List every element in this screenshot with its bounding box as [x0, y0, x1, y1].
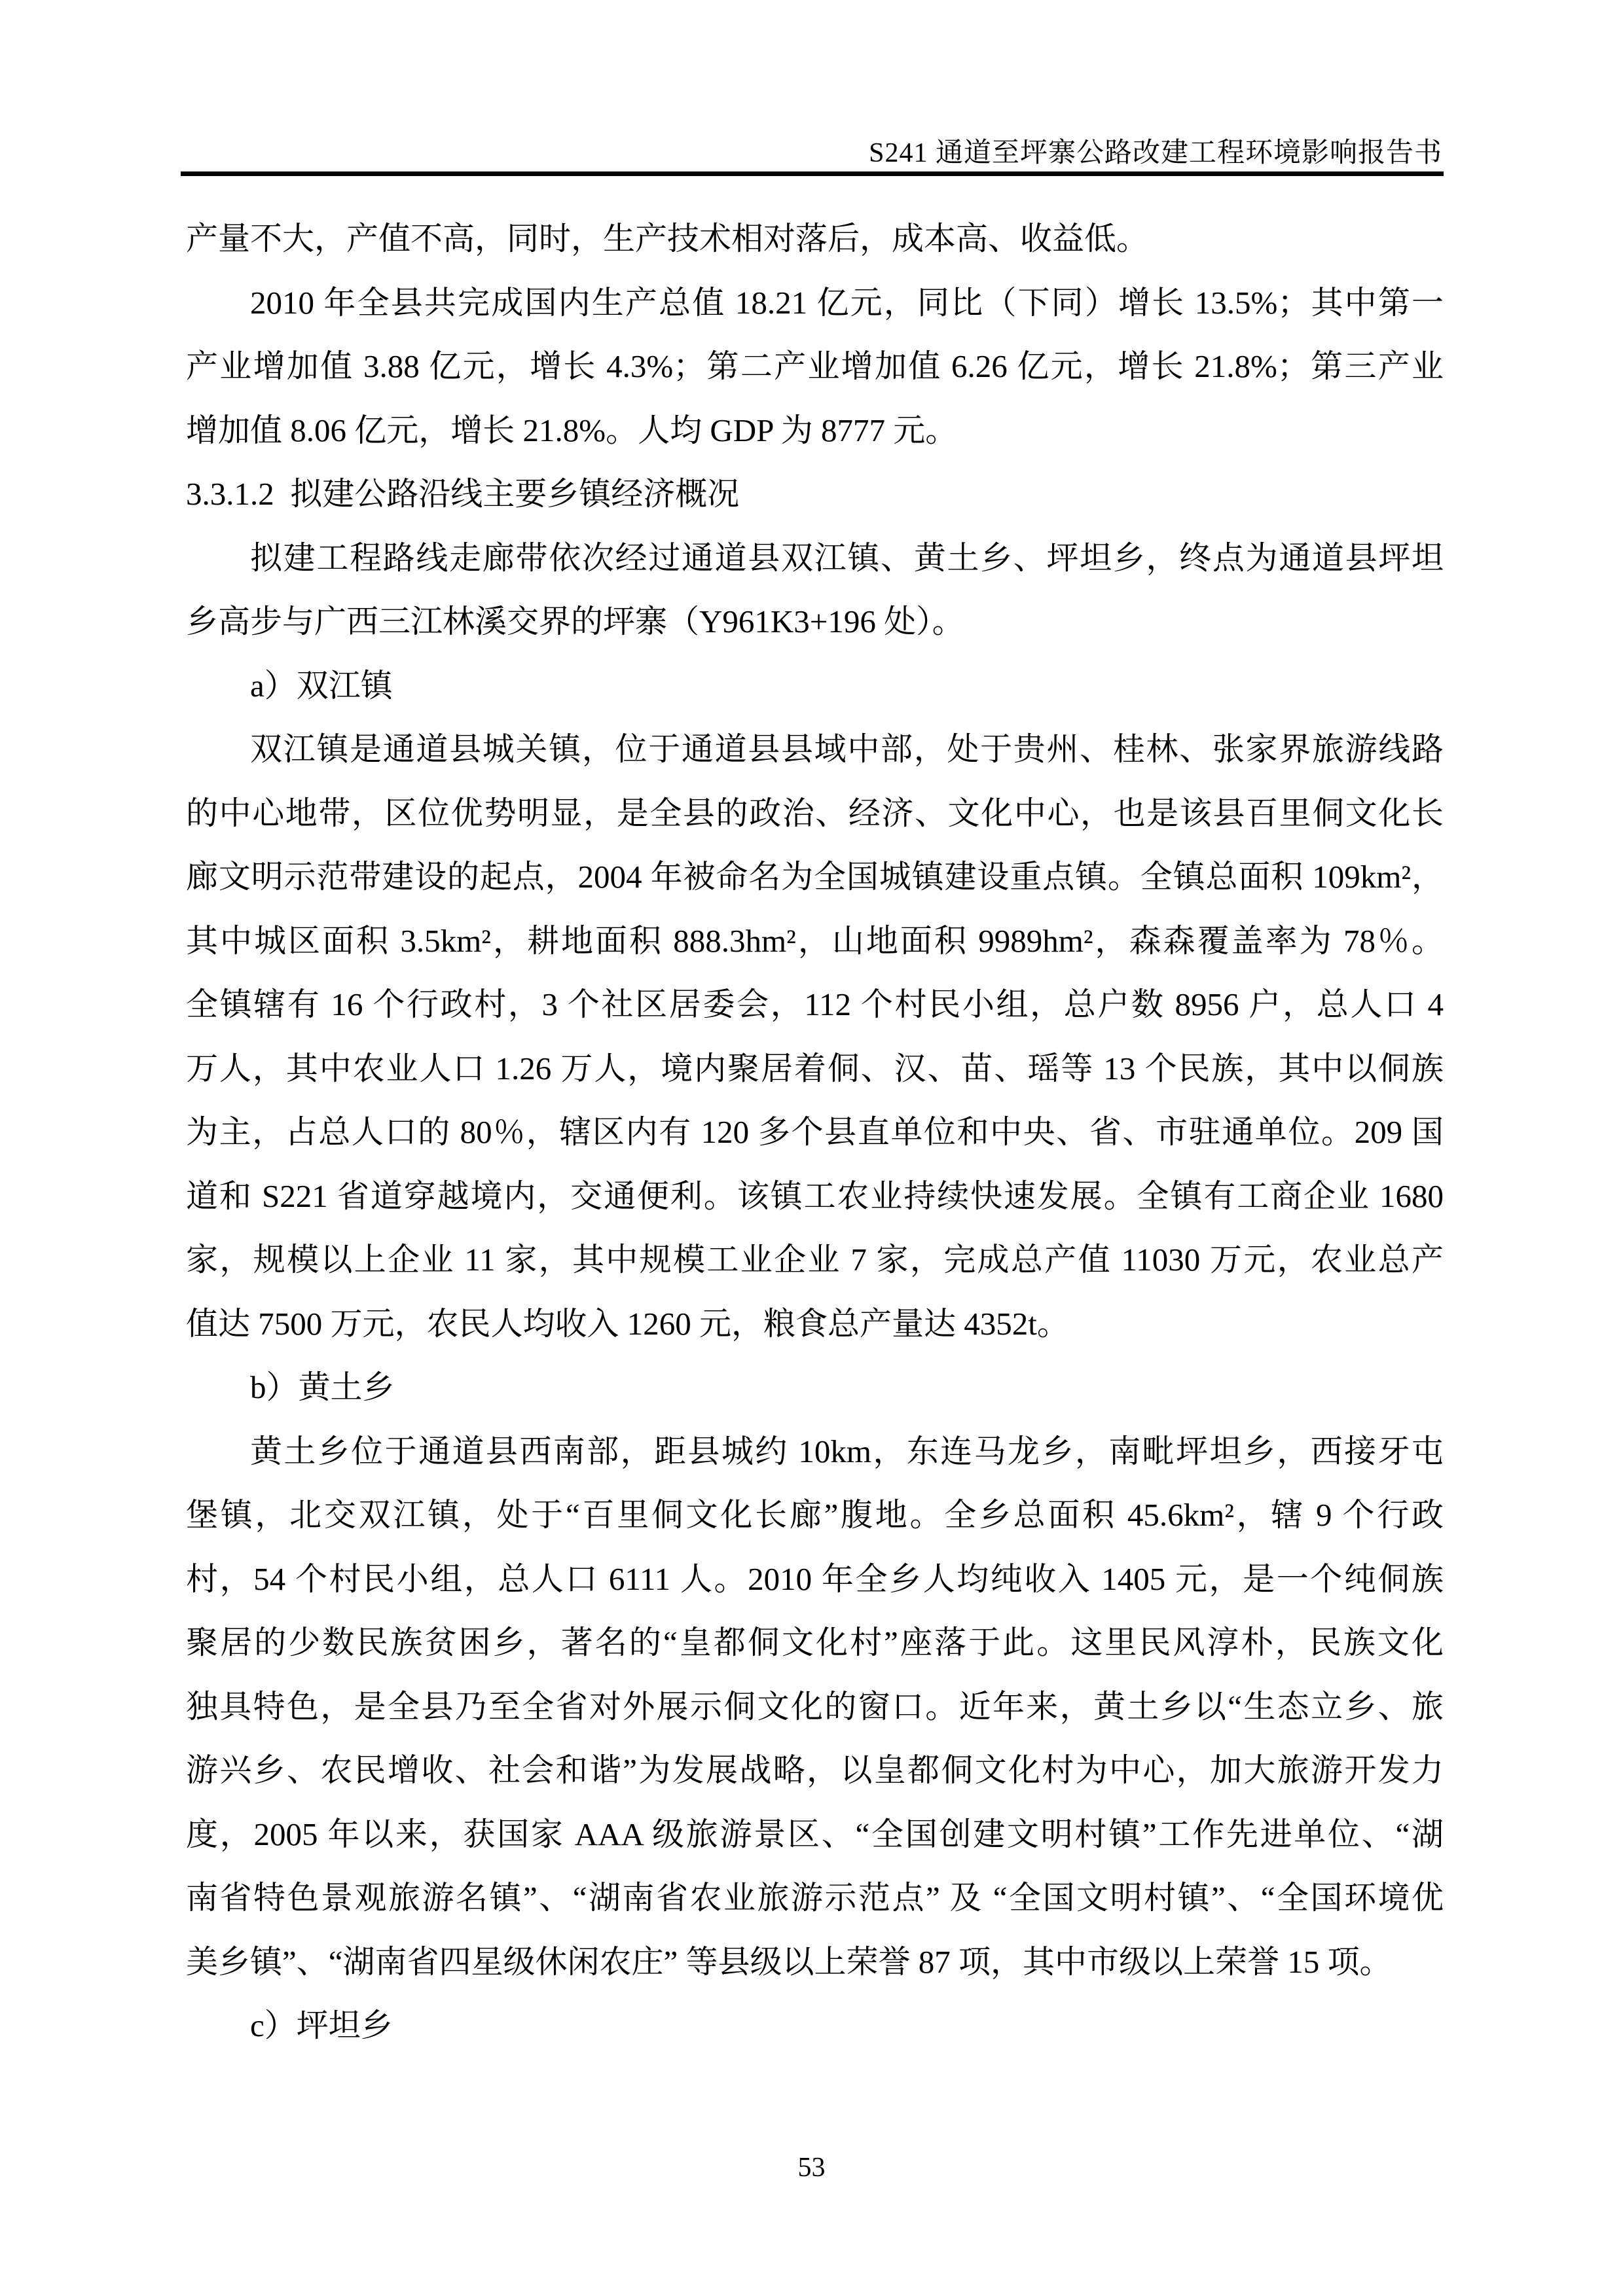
text-line: 道和 S221 省道穿越境内，交通便利。该镇工农业持续快速发展。全镇有工商企业 1680: [186, 1177, 1444, 1214]
text-line: 游兴乡、农民增收、社会和谐”为发展战略，以皇都侗文化村为中心，加大旅游开发力: [186, 1752, 1444, 1788]
subsection-heading: a）双江镇: [250, 667, 393, 704]
text-line: 村，54 个村民小组，总人口 6111 人。2010 年全乡人均纯收入 1405 元，是一个纯侗族: [186, 1560, 1444, 1597]
text-line: 廊文明示范带建设的起点，2004 年被命名为全国城镇建设重点镇。全镇总面积 109km²，: [186, 859, 1444, 895]
text-line: 乡高步与广西三江林溪交界的坪寨（Y961K3+196 处）。: [186, 603, 964, 639]
page-header-title: S241 通道至坪寨公路改建工程环境影响报告书: [869, 138, 1442, 168]
text-line: 双江镇是通道县城关镇，位于通道县县域中部，处于贵州、桂林、张家界旅游线路: [250, 731, 1444, 767]
document-body: [186, 207, 1444, 2058]
text-line: 产业增加值 3.88 亿元，增长 4.3%；第二产业增加值 6.26 亿元，增长 21.8%；第三产业: [186, 348, 1444, 384]
text-line: 2010 年全县共完成国内生产总值 18.21 亿元，同比（下同）增长 13.5%；其中第一: [250, 284, 1444, 321]
text-line: 增加值 8.06 亿元，增长 21.8%。人均 GDP 为 8777 元。: [186, 412, 958, 448]
text-line: 拟建工程路线走廊带依次经过通道县双江镇、黄土乡、坪坦乡，终点为通道县坪坦: [250, 539, 1444, 576]
text-line: 全镇辖有 16 个行政村，3 个社区居委会，112 个村民小组，总户数 8956 户，总人口 4: [186, 986, 1444, 1022]
text-line: 度，2005 年以来，获国家 AAA 级旅游景区、“全国创建文明村镇”工作先进单位、“湖: [186, 1816, 1444, 1852]
text-line: 万人，其中农业人口 1.26 万人，境内聚居着侗、汉、苗、瑶等 13 个民族，其中以侗族: [186, 1050, 1444, 1086]
text-line: 产量不大，产值不高，同时，生产技术相对落后，成本高、收益低。: [186, 221, 1149, 257]
text-line: 聚居的少数民族贫困乡，著名的“皇都侗文化村”座落于此。这里民风淳朴，民族文化: [186, 1624, 1444, 1660]
subsection-heading: c）坪坦乡: [250, 2007, 393, 2043]
subsection-heading: b）黄土乡: [250, 1369, 395, 1405]
section-heading: 3.3.1.2 拟建公路沿线主要乡镇经济概况: [186, 476, 740, 512]
text-line: 其中城区面积 3.5km²，耕地面积 888.3hm²，山地面积 9989hm²，森森覆盖率为 78％。: [186, 922, 1444, 959]
text-line: 堡镇，北交双江镇，处于“百里侗文化长廊”腹地。全乡总面积 45.6km²，辖 9 个行政: [186, 1497, 1444, 1533]
text-line: 黄土乡位于通道县西南部，距县城约 10km，东连马龙乡，南毗坪坦乡，西接牙屯: [250, 1433, 1444, 1469]
text-line: 的中心地带，区位优势明显，是全县的政治、经济、文化中心，也是该县百里侗文化长: [186, 795, 1444, 831]
text-line: 值达 7500 万元，农民人均收入 1260 元，粮食总产量达 4352t。: [186, 1305, 1069, 1342]
text-line: 家，规模以上企业 11 家，其中规模工业企业 7 家，完成总产值 11030 万元，农业总产: [186, 1242, 1444, 1278]
text-line: 独具特色，是全县乃至全省对外展示侗文化的窗口。近年来，黄土乡以“生态立乡、旅: [186, 1688, 1444, 1725]
header-rule: [181, 171, 1444, 176]
text-line: 美乡镇”、“湖南省四星级休闲农庄” 等县级以上荣誉 87 项，其中市级以上荣誉 15 项。: [186, 1943, 1392, 1980]
text-line: 南省特色景观旅游名镇”、“湖南省农业旅游示范点” 及 “全国文明村镇”、“全国环境优: [186, 1880, 1444, 1916]
page-number: 53: [797, 2153, 826, 2183]
text-line: 为主，占总人口的 80％，辖区内有 120 多个县直单位和中央、省、市驻通单位。209 国: [186, 1114, 1444, 1150]
